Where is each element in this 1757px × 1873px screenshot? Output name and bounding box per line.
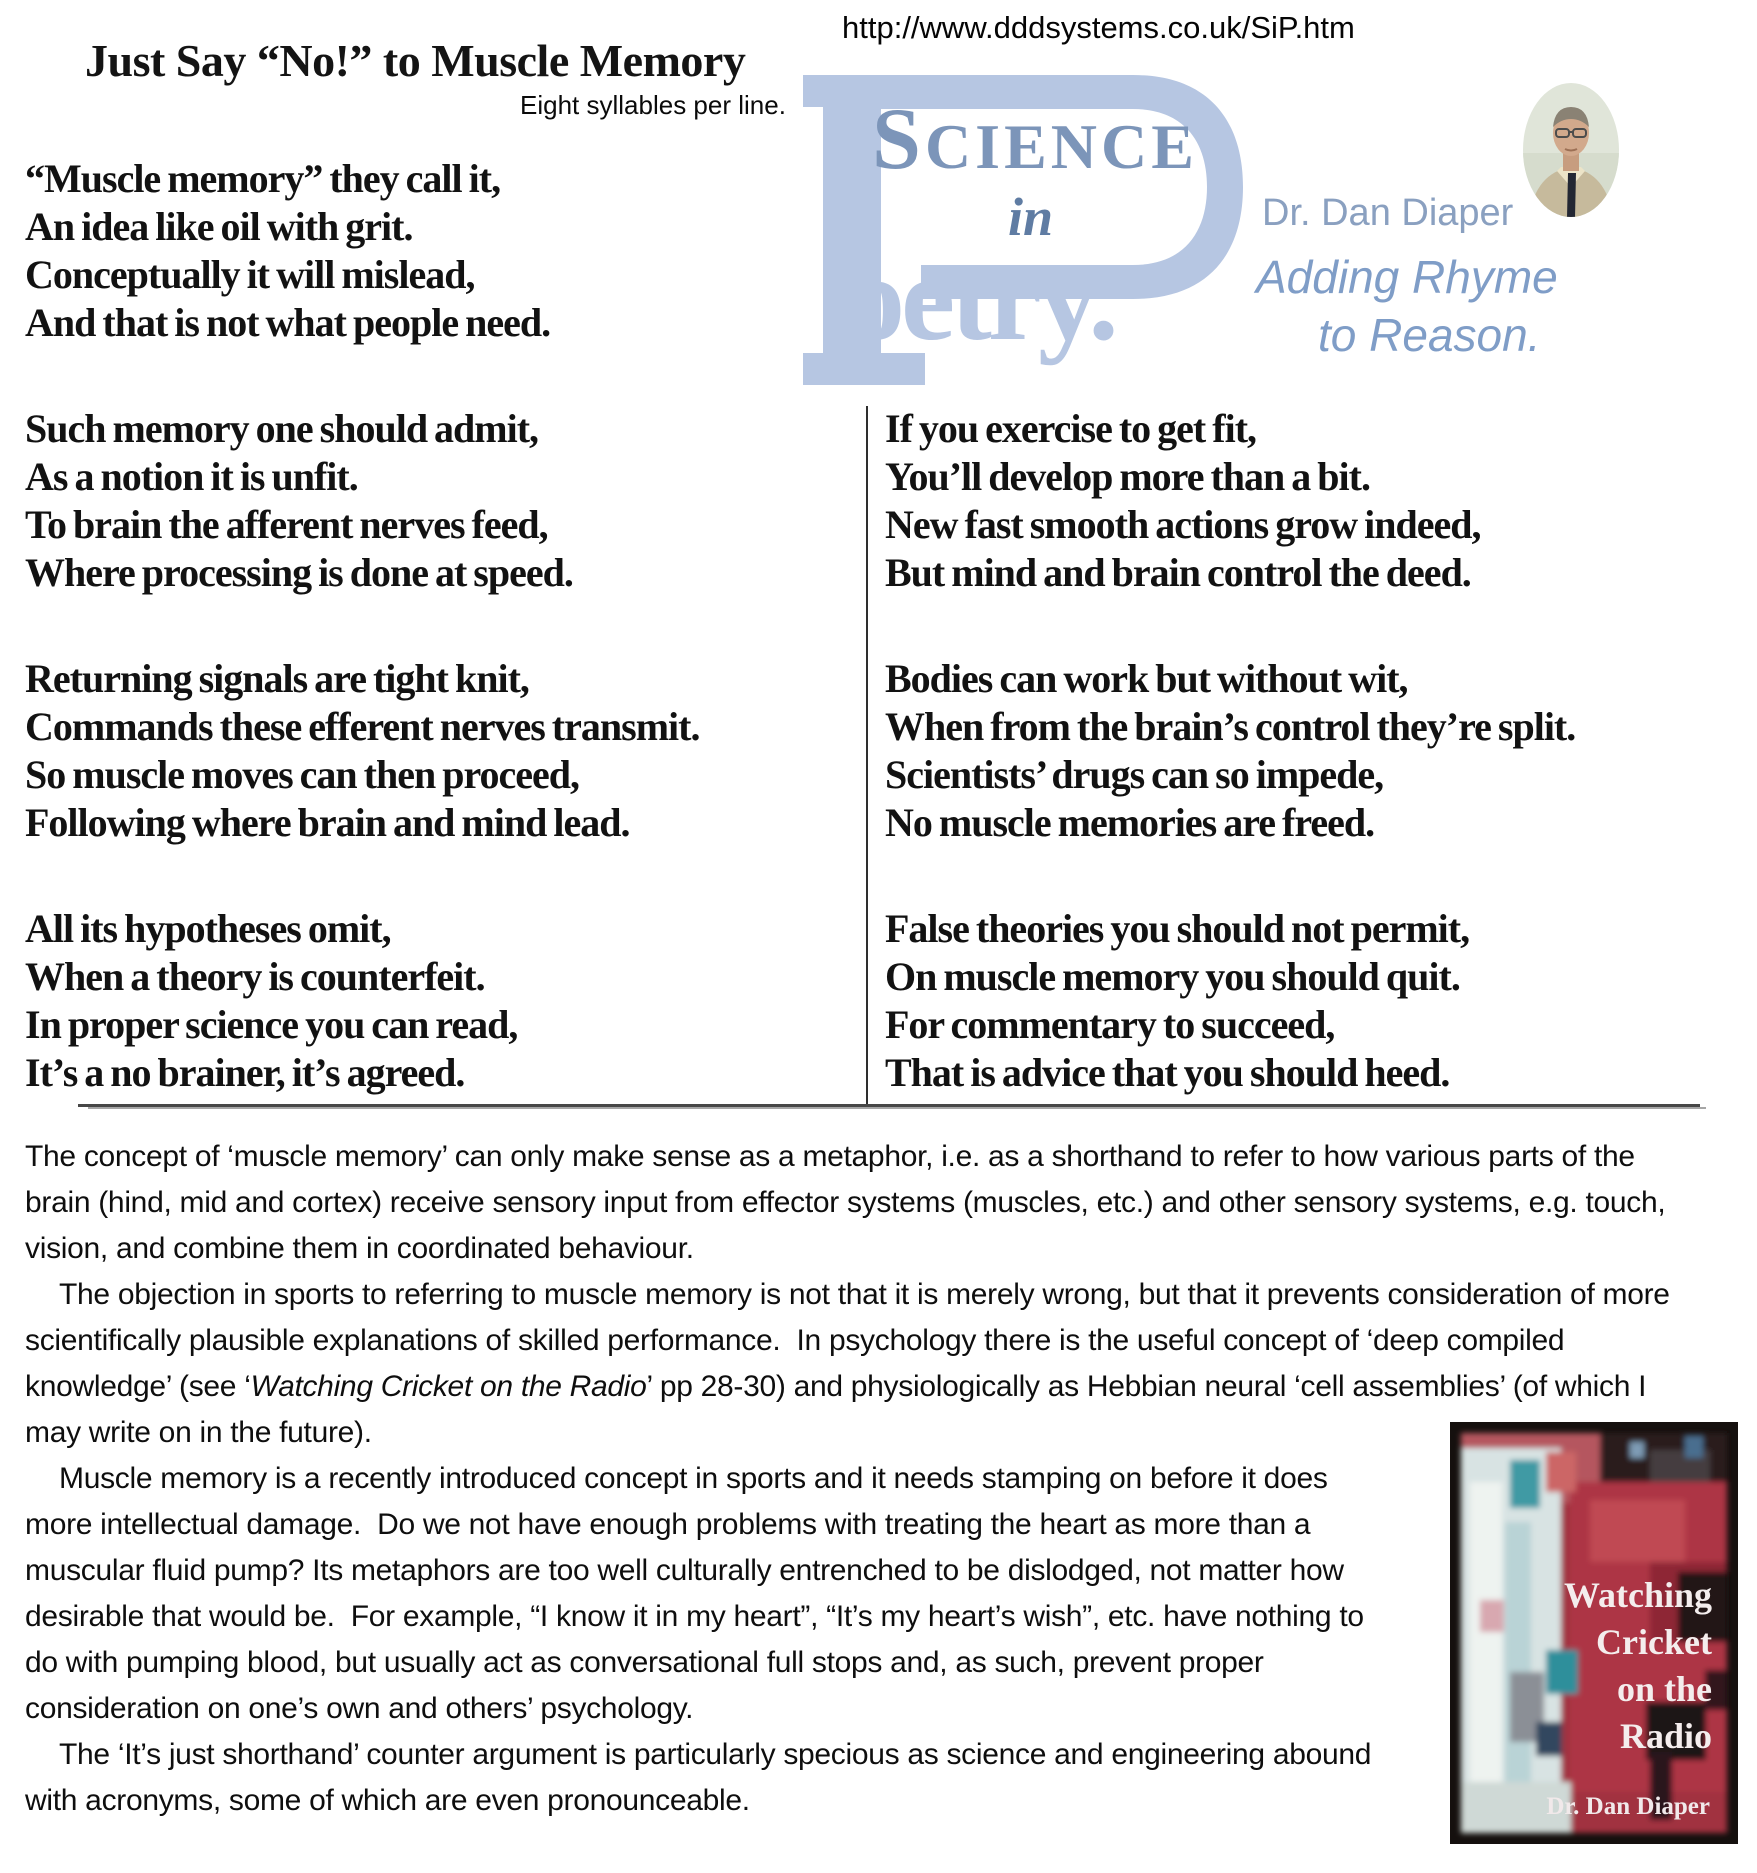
logo-oetry-text: oetry. [844, 231, 1115, 366]
poem-line: It’s a no brainer, it’s agreed. [25, 1050, 465, 1095]
poem-line: So muscle moves can then proceed, [25, 752, 579, 797]
poem-line: As a notion it is unfit. [25, 454, 358, 499]
poem-stanza-7 [885, 905, 1755, 1097]
poem-line: All its hypotheses omit, [25, 906, 391, 951]
poem-left-column [25, 155, 860, 1155]
book-title-reference: Watching Cricket on the Radio [250, 1370, 647, 1403]
logo-science-text [872, 91, 1198, 188]
poem-right-column [885, 405, 1755, 1155]
poem-line: That is advice that you should heed. [885, 1050, 1450, 1095]
book-title-line: Cricket [1596, 1622, 1712, 1662]
page-title: Just Say “No!” to Muscle Memory [85, 35, 746, 86]
paragraph-4: The ‘It’s just shorthand’ counter argument is particularly specious as science and engineering abound with acronyms, some of which are even pronounceable. [25, 1738, 1380, 1817]
poem-line: An idea like oil with grit. [25, 204, 413, 249]
poem-line: New fast smooth actions grow indeed, [885, 502, 1481, 547]
tagline-line-2: to Reason. [1318, 309, 1541, 361]
poem-line: When from the brain’s control they’re split. [885, 704, 1576, 749]
poem-line: Where processing is done at speed. [25, 550, 573, 595]
poem-line: Commands these efferent nerves transmit. [25, 704, 700, 749]
logo-science-rest: CIENCE [924, 111, 1198, 182]
poem-line: But mind and brain control the deed. [885, 550, 1471, 595]
poem-line: No muscle memories are freed. [885, 800, 1375, 845]
poem-stanza-2 [25, 405, 860, 597]
poem-line: When a theory is counterfeit. [25, 954, 485, 999]
column-divider [866, 406, 868, 1106]
poem-line: Conceptually it will mislead, [25, 252, 475, 297]
poem-stanza-4 [25, 905, 860, 1097]
poem-line: In proper science you can read, [25, 1002, 518, 1047]
tagline-line-1: Adding Rhyme [1256, 251, 1558, 303]
book-title-line: on the [1616, 1669, 1712, 1709]
page-subtitle: Eight syllables per line. [520, 90, 786, 120]
paragraph-3: Muscle memory is a recently introduced concept in sports and it needs stamping on before it does more intellectual damage. Do we not have enough problems with treating the heart as more than a muscular fluid pump? Its metaphors are too well culturally entrenched to be dislodged, not matter how desirable that would be. For example, “I know it in my heart”, “It’s my heart’s wish”, etc. have nothing to do with pumping blood, but usually act as conversational full stops and, as such, prevent proper consideration on one’s own and others’ psychology. [25, 1462, 1372, 1725]
author-name: Dr. Dan Diaper [1262, 192, 1514, 234]
site-url: http://www.dddsystems.co.uk/SiP.htm [842, 10, 1355, 45]
poem-line: And that is not what people need. [25, 300, 551, 345]
poem-line: You’ll develop more than a bit. [885, 454, 1370, 499]
paragraph-2 [25, 1272, 1678, 1456]
paragraph-2-text-after: ’ pp 28-30) and physiologically as Hebbian neural ‘cell assemblies’ (of which I may write on in the future). [25, 1370, 1655, 1449]
poem-stanza-6 [885, 655, 1755, 847]
book-title-line: Watching [1563, 1575, 1712, 1615]
book-title-line: Radio [1619, 1716, 1712, 1756]
poem-stanza-1 [25, 155, 860, 347]
poem-line: To brain the afferent nerves feed, [25, 502, 548, 547]
horizontal-rule-shadow [88, 1107, 1706, 1109]
paragraph-2-text: The objection in sports to referring to muscle memory is not that it is merely wrong, but that it prevents consideration of more scientifically plausible explanations of skilled performance. In psychology there is the useful concept of ‘deep compiled knowledge’ (see ‘ [25, 1278, 1678, 1403]
poem-line: False theories you should not permit, [885, 906, 1470, 951]
poem-line: “Muscle memory” they call it, [25, 156, 501, 201]
poem-line: Such memory one should admit, [25, 406, 539, 451]
book-author: Dr. Dan Diaper [1546, 1793, 1710, 1820]
poem-line: For commentary to succeed, [885, 1002, 1335, 1047]
poem-line: Bodies can work but without wit, [885, 656, 1408, 701]
poem-line: Following where brain and mind lead. [25, 800, 630, 845]
poem-stanza-3 [25, 655, 860, 847]
poem-line: If you exercise to get fit, [885, 406, 1257, 451]
logo-science-initial: S [872, 91, 925, 188]
poem-stanza-5 [885, 405, 1755, 597]
commentary [25, 1134, 1678, 1824]
poem-line: Returning signals are tight knit, [25, 656, 529, 701]
book-cover-art [1450, 1422, 1738, 1844]
poem-line: Scientists’ drugs can so impede, [885, 752, 1384, 797]
logo-in-text: in [1008, 187, 1054, 247]
poem-line: On muscle memory you should quit. [885, 954, 1460, 999]
paragraph-1: The concept of ‘muscle memory’ can only make sense as a metaphor, i.e. as a shorthand to refer to how various parts of the brain (hind, mid and cortex) receive sensory input from effector systems (muscles, etc.) and other sensory systems, e.g. touch, vision, and combine them in coordinated behaviour. [25, 1140, 1674, 1265]
author-photo [1523, 83, 1619, 218]
